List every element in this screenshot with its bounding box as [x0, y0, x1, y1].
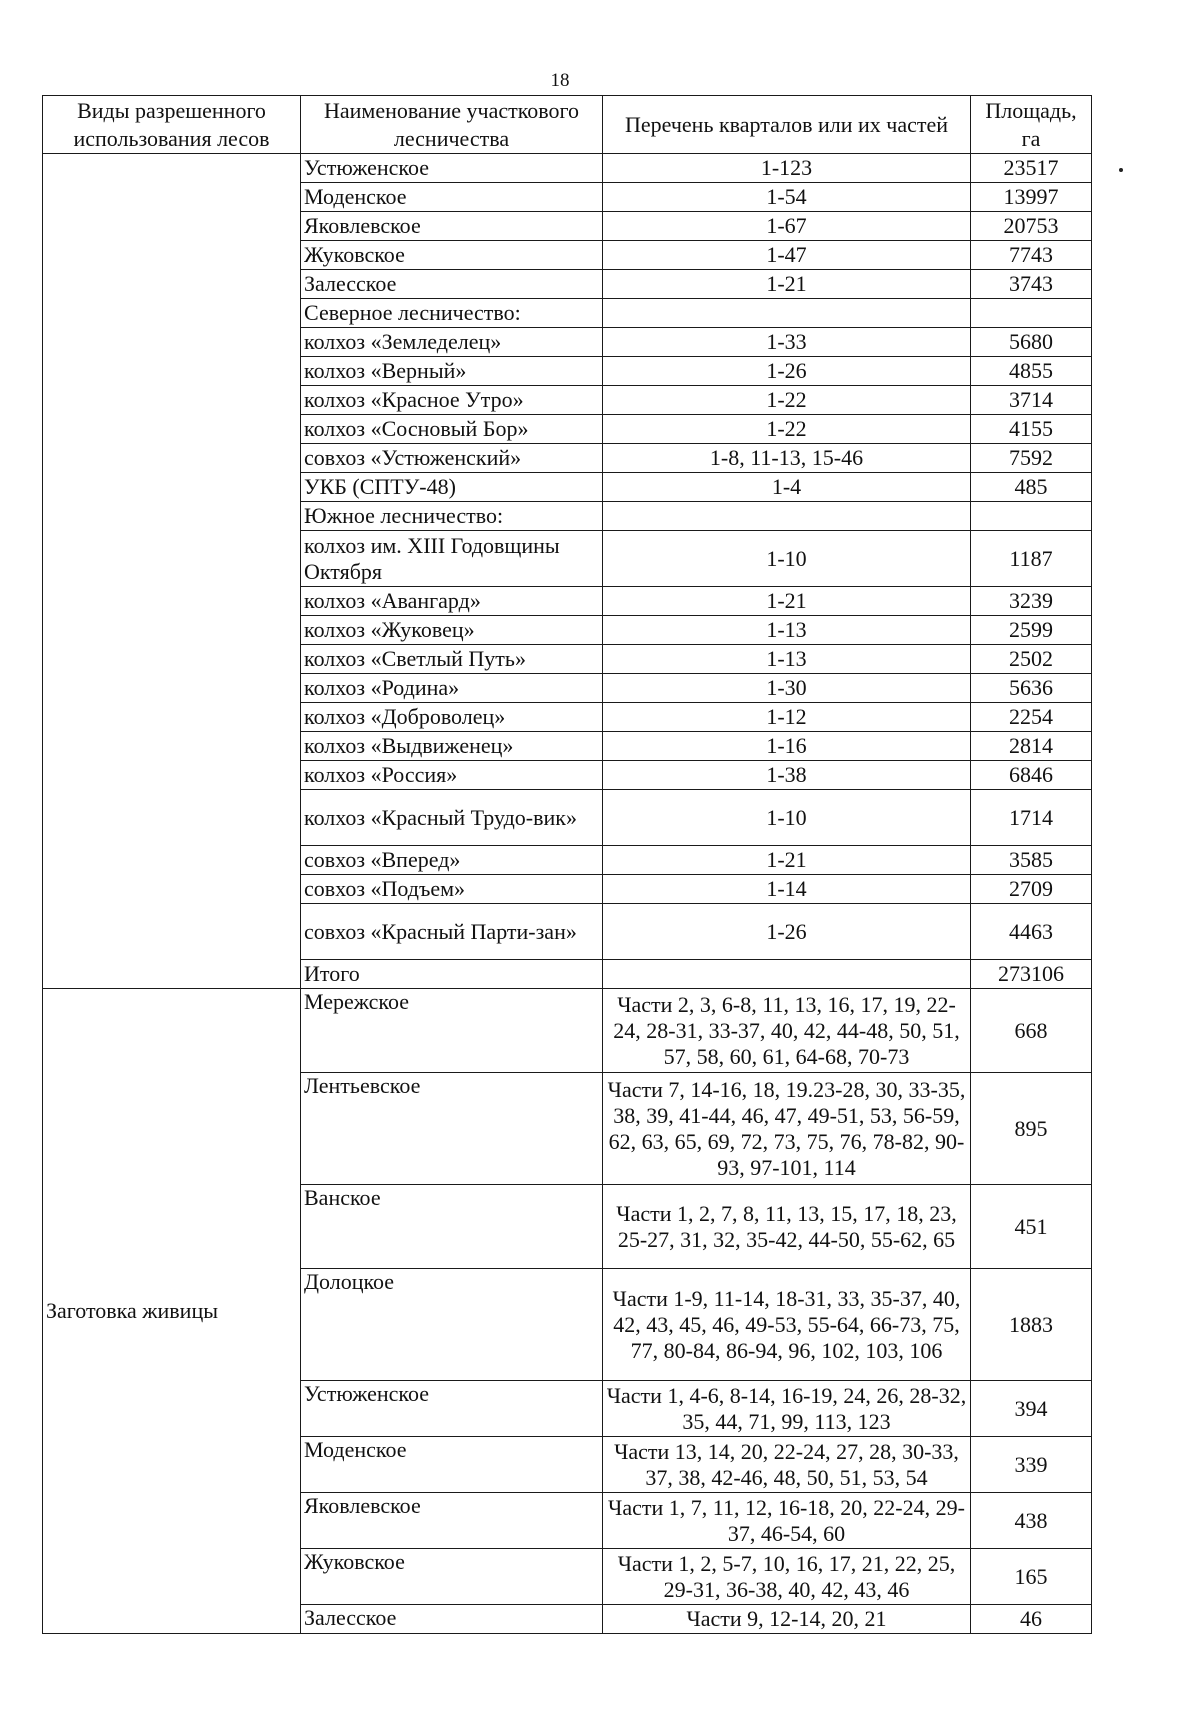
area-cell: 394 [971, 1381, 1092, 1437]
quarters-cell: Части 1, 7, 11, 12, 16-18, 20, 22-24, 29-37, 46-54, 60 [603, 1493, 971, 1549]
area-cell: 6846 [971, 761, 1092, 790]
header-use: Виды разрешенного использования лесов [43, 96, 301, 154]
quarters-cell: Части 1, 4-6, 8-14, 16-19, 24, 26, 28-32, 35, 44, 71, 99, 113, 123 [603, 1381, 971, 1437]
table-row [43, 154, 1092, 183]
forestry-name-cell: Жуковское [301, 1549, 603, 1605]
quarters-cell: Части 13, 14, 20, 22-24, 27, 28, 30-33, 37, 38, 42-46, 48, 50, 51, 53, 54 [603, 1437, 971, 1493]
quarters-cell: 1-22 [603, 415, 971, 444]
area-cell: 1714 [971, 790, 1092, 846]
forestry-name-cell: колхоз «Светлый Путь» [301, 645, 603, 674]
table-row [43, 989, 1092, 1073]
forestry-name-cell: колхоз «Жуковец» [301, 616, 603, 645]
forestry-name-cell: колхоз им. XIII Годовщины Октября [301, 531, 603, 587]
area-cell: 273106 [971, 960, 1092, 989]
forestry-name-cell: совхоз «Красный Парти-зан» [301, 904, 603, 960]
quarters-cell: 1-16 [603, 732, 971, 761]
forestry-name-cell: Устюженское [301, 154, 603, 183]
forestry-name-cell: Яковлевское [301, 1493, 603, 1549]
forestry-name-cell: колхоз «Россия» [301, 761, 603, 790]
forestry-name-cell: совхоз «Вперед» [301, 846, 603, 875]
area-cell: 7592 [971, 444, 1092, 473]
area-cell: 1883 [971, 1269, 1092, 1381]
table-body [43, 154, 1092, 1634]
forestry-name-cell: Мережское [301, 989, 603, 1073]
quarters-cell [603, 502, 971, 531]
forestry-name-cell: совхоз «Подъем» [301, 875, 603, 904]
forestry-name-cell: Моденское [301, 183, 603, 212]
header-name: Наименование участкового лесничества [301, 96, 603, 154]
table-header [43, 96, 1092, 154]
area-cell [971, 502, 1092, 531]
area-cell: 3239 [971, 587, 1092, 616]
forestry-name-cell: УКБ (СПТУ-48) [301, 473, 603, 502]
quarters-cell: Части 2, 3, 6-8, 11, 13, 16, 17, 19, 22-24, 28-31, 33-37, 40, 42, 44-48, 50, 51, 57, 58, 60, 61, 64-68, 70-73 [603, 989, 971, 1073]
forestry-name-cell: Моденское [301, 1437, 603, 1493]
quarters-cell: 1-26 [603, 904, 971, 960]
forestry-name-cell: Южное лесничество: [301, 502, 603, 531]
quarters-cell: 1-21 [603, 270, 971, 299]
area-cell: 2502 [971, 645, 1092, 674]
quarters-cell: 1-67 [603, 212, 971, 241]
quarters-cell: 1-123 [603, 154, 971, 183]
forestry-name-cell: Ванское [301, 1185, 603, 1269]
forestry-name-cell: колхоз «Доброволец» [301, 703, 603, 732]
area-cell: 339 [971, 1437, 1092, 1493]
area-cell: 7743 [971, 241, 1092, 270]
use-cell: Заготовка живицы [43, 989, 301, 1634]
quarters-cell: 1-12 [603, 703, 971, 732]
header-area: Площадь, га [971, 96, 1092, 154]
quarters-cell: 1-33 [603, 328, 971, 357]
forestry-name-cell: Жуковское [301, 241, 603, 270]
area-cell: 2254 [971, 703, 1092, 732]
area-cell: 485 [971, 473, 1092, 502]
forestry-name-cell: Лентьевское [301, 1073, 603, 1185]
area-cell: 2709 [971, 875, 1092, 904]
area-cell: 4463 [971, 904, 1092, 960]
quarters-cell: Части 1, 2, 5-7, 10, 16, 17, 21, 22, 25, 29-31, 36-38, 40, 42, 43, 46 [603, 1549, 971, 1605]
quarters-cell [603, 299, 971, 328]
quarters-cell: Части 7, 14-16, 18, 19.23-28, 30, 33-35, 38, 39, 41-44, 46, 47, 49-51, 53, 56-59, 62, 63, 65, 69, 72, 73, 75, 76, 78-82, 90-93, 97-101, 114 [603, 1073, 971, 1185]
area-cell: 668 [971, 989, 1092, 1073]
forestry-name-cell: колхоз «Красное Утро» [301, 386, 603, 415]
quarters-cell: 1-21 [603, 846, 971, 875]
area-cell: 451 [971, 1185, 1092, 1269]
forestry-name-cell: Залесское [301, 1605, 603, 1634]
area-cell: 46 [971, 1605, 1092, 1634]
forestry-name-cell: колхоз «Родина» [301, 674, 603, 703]
area-cell: 13997 [971, 183, 1092, 212]
area-cell: 165 [971, 1549, 1092, 1605]
quarters-cell: Части 1, 2, 7, 8, 11, 13, 15, 17, 18, 23, 25-27, 31, 32, 35-42, 44-50, 55-62, 65 [603, 1185, 971, 1269]
quarters-cell: 1-14 [603, 875, 971, 904]
forestry-name-cell: колхоз «Красный Трудо-вик» [301, 790, 603, 846]
forestry-name-cell: колхоз «Земледелец» [301, 328, 603, 357]
quarters-cell: 1-4 [603, 473, 971, 502]
area-cell: 895 [971, 1073, 1092, 1185]
quarters-cell: 1-10 [603, 790, 971, 846]
header-quarters: Перечень кварталов или их частей [603, 96, 971, 154]
quarters-cell: Части 9, 12-14, 20, 21 [603, 1605, 971, 1634]
area-cell: 4155 [971, 415, 1092, 444]
forestry-name-cell: Долоцкое [301, 1269, 603, 1381]
use-cell [43, 154, 301, 989]
area-cell: 2599 [971, 616, 1092, 645]
area-cell: 3714 [971, 386, 1092, 415]
area-cell [971, 299, 1092, 328]
scan-speck [1119, 168, 1123, 172]
forestry-name-cell: колхоз «Авангард» [301, 587, 603, 616]
quarters-cell: Части 1-9, 11-14, 18-31, 33, 35-37, 40, 42, 43, 45, 46, 49-53, 55-64, 66-73, 75, 77, 80-84, 86-94, 96, 102, 103, 106 [603, 1269, 971, 1381]
forestry-name-cell: Северное лесничество: [301, 299, 603, 328]
forestry-name-cell: колхоз «Верный» [301, 357, 603, 386]
page-number: 18 [550, 70, 570, 91]
area-cell: 438 [971, 1493, 1092, 1549]
forestry-name-cell: совхоз «Устюженский» [301, 444, 603, 473]
quarters-cell: 1-54 [603, 183, 971, 212]
quarters-cell [603, 960, 971, 989]
area-cell: 5680 [971, 328, 1092, 357]
forestry-name-cell: колхоз «Выдвиженец» [301, 732, 603, 761]
area-cell: 3585 [971, 846, 1092, 875]
quarters-cell: 1-38 [603, 761, 971, 790]
forestry-name-cell: Устюженское [301, 1381, 603, 1437]
area-cell: 3743 [971, 270, 1092, 299]
area-cell: 4855 [971, 357, 1092, 386]
forestry-name-cell: Итого [301, 960, 603, 989]
quarters-cell: 1-13 [603, 616, 971, 645]
quarters-cell: 1-47 [603, 241, 971, 270]
quarters-cell: 1-26 [603, 357, 971, 386]
area-cell: 2814 [971, 732, 1092, 761]
forestry-name-cell: Залесское [301, 270, 603, 299]
forestry-name-cell: Яковлевское [301, 212, 603, 241]
quarters-cell: 1-8, 11-13, 15-46 [603, 444, 971, 473]
quarters-cell: 1-10 [603, 531, 971, 587]
area-cell: 1187 [971, 531, 1092, 587]
area-cell: 23517 [971, 154, 1092, 183]
forest-use-table [42, 95, 1092, 1634]
forestry-name-cell: колхоз «Сосновый Бор» [301, 415, 603, 444]
quarters-cell: 1-13 [603, 645, 971, 674]
area-cell: 5636 [971, 674, 1092, 703]
quarters-cell: 1-22 [603, 386, 971, 415]
quarters-cell: 1-30 [603, 674, 971, 703]
quarters-cell: 1-21 [603, 587, 971, 616]
area-cell: 20753 [971, 212, 1092, 241]
